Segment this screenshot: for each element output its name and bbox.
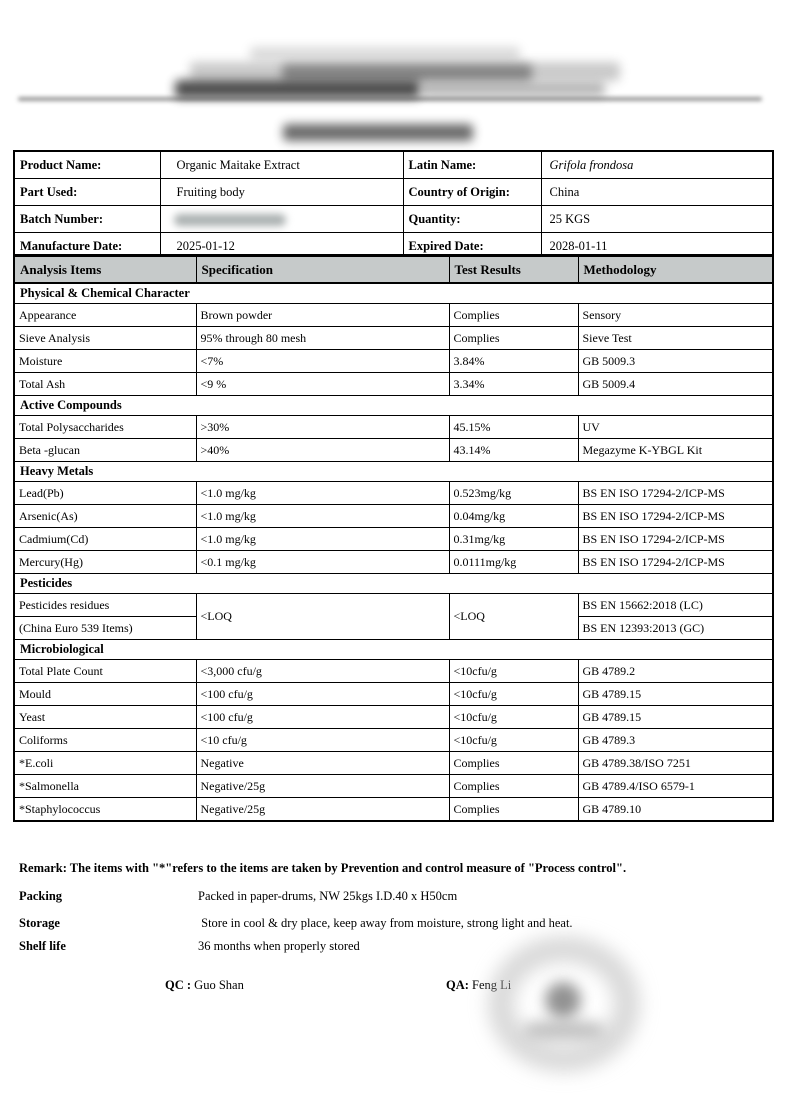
product-info-table — [13, 150, 774, 261]
cell-spec: <3,000 cfu/g — [196, 660, 449, 683]
section-row — [14, 640, 773, 660]
cell-spec: Negative — [196, 752, 449, 775]
qa-name: Feng Li — [472, 978, 512, 992]
cell-item: Cadmium(Cd) — [14, 528, 196, 551]
analysis-row — [14, 482, 773, 505]
redacted-company-header-line2-bold — [282, 64, 532, 81]
analysis-table-body — [14, 283, 773, 821]
cell-result: 0.31mg/kg — [449, 528, 578, 551]
col-header-specification: Specification — [196, 256, 449, 284]
cell-item-line: Pesticides residues — [15, 594, 196, 617]
cell-spec: <7% — [196, 350, 449, 373]
analysis-row — [14, 729, 773, 752]
cell-method: GB 4789.3 — [578, 729, 773, 752]
cell-result: 0.523mg/kg — [449, 482, 578, 505]
section-row — [14, 462, 773, 482]
cell-method: BS EN ISO 17294-2/ICP-MS — [578, 551, 773, 574]
cell-method: BS EN ISO 17294-2/ICP-MS — [578, 482, 773, 505]
redacted-company-header-line3-light — [420, 82, 605, 96]
redacted-batch-number — [174, 214, 286, 226]
analysis-row — [14, 439, 773, 462]
cell-spec: <9 % — [196, 373, 449, 396]
cell-spec: Negative/25g — [196, 798, 449, 822]
cell-method: BS EN ISO 17294-2/ICP-MS — [578, 505, 773, 528]
cell-item: Sieve Analysis — [14, 327, 196, 350]
analysis-row — [14, 551, 773, 574]
cell-method: GB 5009.4 — [578, 373, 773, 396]
section-row — [14, 396, 773, 416]
latin-name-value: Grifola frondosa — [541, 151, 773, 179]
info-row-1 — [14, 151, 773, 179]
qa-label: QA: — [446, 978, 473, 992]
section-title: Microbiological — [14, 640, 773, 660]
cell-spec: >30% — [196, 416, 449, 439]
cell-method: GB 4789.38/ISO 7251 — [578, 752, 773, 775]
cell-method: GB 4789.4/ISO 6579-1 — [578, 775, 773, 798]
analysis-row — [14, 373, 773, 396]
qc-name: Guo Shan — [194, 978, 244, 992]
qc-signature — [165, 978, 244, 993]
cell-item: Moisture — [14, 350, 196, 373]
product-name-value: Organic Maitake Extract — [160, 151, 403, 179]
cell-item — [14, 594, 196, 640]
cell-method: Sieve Test — [578, 327, 773, 350]
analysis-row — [14, 350, 773, 373]
quantity-label: Quantity: — [403, 206, 541, 233]
analysis-row — [14, 683, 773, 706]
analysis-row — [14, 528, 773, 551]
cell-spec: <100 cfu/g — [196, 706, 449, 729]
part-used-value: Fruiting body — [160, 179, 403, 206]
cell-result: <LOQ — [449, 594, 578, 640]
cell-spec: <LOQ — [196, 594, 449, 640]
cell-result: 3.34% — [449, 373, 578, 396]
section-title: Physical & Chemical Character — [14, 283, 773, 304]
cell-spec: >40% — [196, 439, 449, 462]
cell-result: Complies — [449, 775, 578, 798]
storage-value: Store in cool & dry place, keep away from moisture, strong light and heat. — [198, 916, 573, 930]
cell-method: GB 5009.3 — [578, 350, 773, 373]
remark-text: Remark: The items with "*"refers to the items are taken by Prevention and control measure of "Process control". — [19, 861, 627, 875]
cell-item: Total Plate Count — [14, 660, 196, 683]
manufacture-date-label: Manufacture Date: — [14, 233, 160, 261]
section-row — [14, 283, 773, 304]
analysis-row — [14, 660, 773, 683]
cell-spec: <1.0 mg/kg — [196, 505, 449, 528]
cell-item: *Staphylococcus — [14, 798, 196, 822]
section-title: Heavy Metals — [14, 462, 773, 482]
cell-spec: 95% through 80 mesh — [196, 327, 449, 350]
expired-date-value: 2028-01-11 — [541, 233, 773, 261]
cell-item: Mercury(Hg) — [14, 551, 196, 574]
cell-method-line: BS EN 15662:2018 (LC) — [579, 594, 773, 617]
col-header-test-results: Test Results — [449, 256, 578, 284]
analysis-row — [14, 798, 773, 822]
analysis-row — [14, 304, 773, 327]
letterhead-divider-line — [18, 97, 762, 101]
cell-item: Arsenic(As) — [14, 505, 196, 528]
cell-item: Coliforms — [14, 729, 196, 752]
analysis-row — [14, 752, 773, 775]
cell-result: 0.04mg/kg — [449, 505, 578, 528]
cell-result: Complies — [449, 752, 578, 775]
cell-item: *E.coli — [14, 752, 196, 775]
cell-result: 0.0111mg/kg — [449, 551, 578, 574]
cell-item-line: (China Euro 539 Items) — [19, 621, 133, 635]
info-row-2 — [14, 179, 773, 206]
cell-method: UV — [578, 416, 773, 439]
storage-label: Storage — [19, 916, 60, 930]
cell-item: *Salmonella — [14, 775, 196, 798]
cell-result: Complies — [449, 304, 578, 327]
analysis-row — [14, 327, 773, 350]
section-title: Active Compounds — [14, 396, 773, 416]
cell-result: 3.84% — [449, 350, 578, 373]
cell-result: <10cfu/g — [449, 683, 578, 706]
cell-item: Yeast — [14, 706, 196, 729]
cell-method: Sensory — [578, 304, 773, 327]
analysis-header-row — [14, 256, 773, 284]
col-header-analysis-items: Analysis Items — [14, 256, 196, 284]
cell-method-line: BS EN 12393:2013 (GC) — [582, 621, 705, 635]
cell-item: Appearance — [14, 304, 196, 327]
cell-result: 43.14% — [449, 439, 578, 462]
cell-spec: <1.0 mg/kg — [196, 482, 449, 505]
cell-spec: <0.1 mg/kg — [196, 551, 449, 574]
batch-number-label: Batch Number: — [14, 206, 160, 233]
product-name-label: Product Name: — [14, 151, 160, 179]
section-row — [14, 574, 773, 594]
col-header-methodology: Methodology — [578, 256, 773, 284]
company-stamp-center — [545, 982, 581, 1018]
country-of-origin-value: China — [541, 179, 773, 206]
company-stamp-text — [524, 1020, 604, 1040]
info-row-3 — [14, 206, 773, 233]
cell-spec: Negative/25g — [196, 775, 449, 798]
pesticides-block-row — [14, 594, 773, 640]
cell-spec: <1.0 mg/kg — [196, 528, 449, 551]
expired-date-label: Expired Date: — [403, 233, 541, 261]
cell-method: BS EN ISO 17294-2/ICP-MS — [578, 528, 773, 551]
shelf-life-label: Shelf life — [19, 939, 66, 953]
qc-label: QC : — [165, 978, 195, 992]
cell-item: Total Ash — [14, 373, 196, 396]
part-used-label: Part Used: — [14, 179, 160, 206]
analysis-row — [14, 775, 773, 798]
redacted-company-header-line3 — [175, 80, 420, 98]
cell-result: <10cfu/g — [449, 660, 578, 683]
cell-spec: <100 cfu/g — [196, 683, 449, 706]
cell-result: <10cfu/g — [449, 706, 578, 729]
quantity-value: 25 KGS — [541, 206, 773, 233]
latin-name-label: Latin Name: — [403, 151, 541, 179]
packing-label: Packing — [19, 889, 63, 903]
analysis-table — [13, 254, 774, 822]
redacted-certificate-title — [283, 124, 473, 141]
cell-method: GB 4789.15 — [578, 683, 773, 706]
analysis-row — [14, 505, 773, 528]
cell-method — [578, 594, 773, 640]
cell-result: 45.15% — [449, 416, 578, 439]
cell-spec: <10 cfu/g — [196, 729, 449, 752]
packing-value: Packed in paper-drums, NW 25kgs I.D.40 x H50cm — [198, 889, 458, 903]
section-title: Pesticides — [14, 574, 773, 594]
batch-number-value — [160, 206, 403, 233]
shelf-life-value: 36 months when properly stored — [198, 939, 360, 953]
cell-method: GB 4789.15 — [578, 706, 773, 729]
cell-result: <10cfu/g — [449, 729, 578, 752]
cell-item: Lead(Pb) — [14, 482, 196, 505]
cell-method: GB 4789.10 — [578, 798, 773, 822]
analysis-row — [14, 416, 773, 439]
cell-result: Complies — [449, 798, 578, 822]
manufacture-date-value: 2025-01-12 — [160, 233, 403, 261]
cell-spec: Brown powder — [196, 304, 449, 327]
cell-item: Beta -glucan — [14, 439, 196, 462]
cell-item: Mould — [14, 683, 196, 706]
cell-method: Megazyme K-YBGL Kit — [578, 439, 773, 462]
country-of-origin-label: Country of Origin: — [403, 179, 541, 206]
analysis-row — [14, 706, 773, 729]
cell-item: Total Polysaccharides — [14, 416, 196, 439]
cell-result: Complies — [449, 327, 578, 350]
redacted-company-header-line1 — [250, 47, 520, 60]
cell-method: GB 4789.2 — [578, 660, 773, 683]
